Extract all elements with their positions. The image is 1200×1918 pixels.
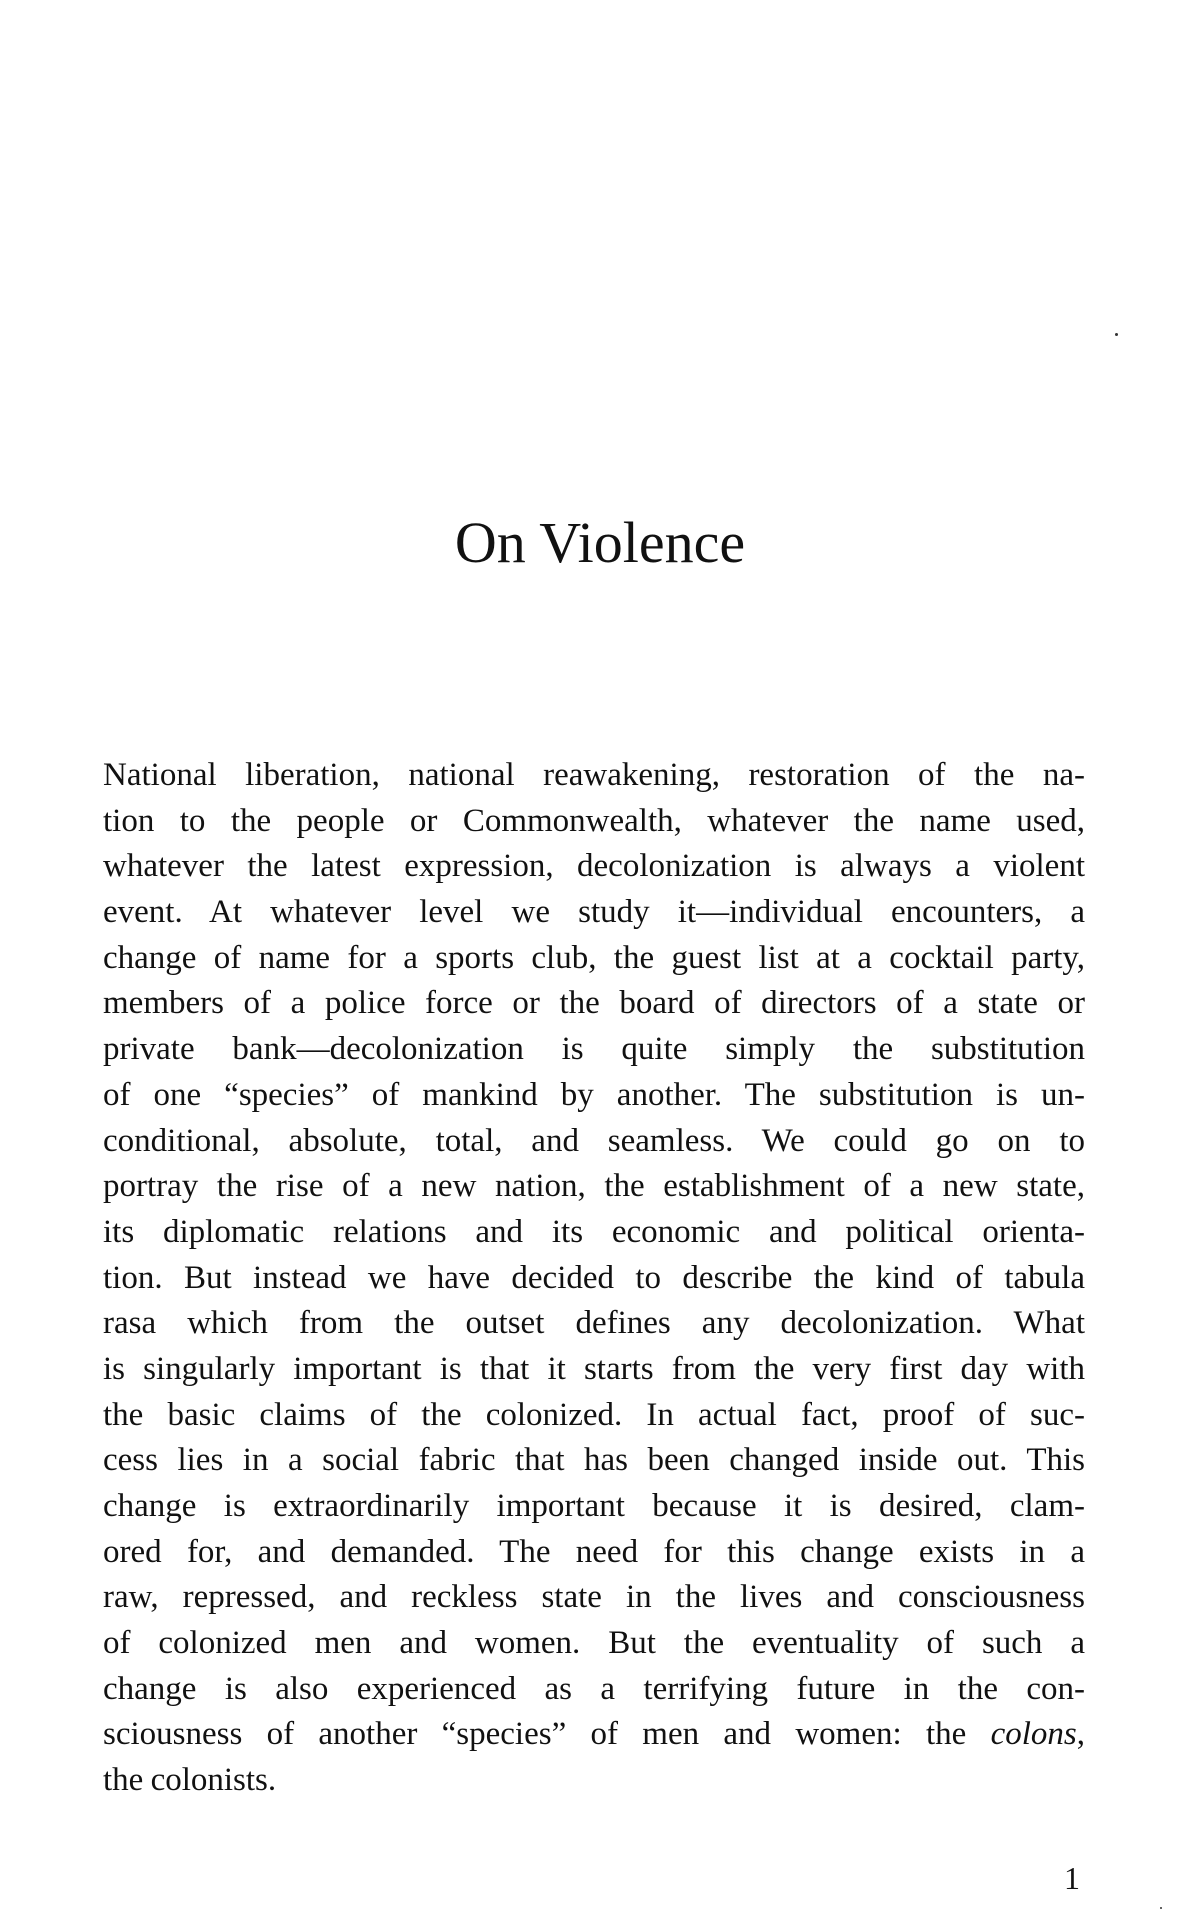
- text-line: cess lies in a social fabric that has been changed inside out. This: [103, 1442, 1085, 1479]
- text-line: ored for, and demanded. The need for this change exists in a: [103, 1533, 1085, 1570]
- text-line: change is also experienced as a terrifying future in the con-: [103, 1670, 1085, 1707]
- text-line: portray the rise of a new nation, the establishment of a new state,: [103, 1168, 1085, 1205]
- text-line: rasa which from the outset defines any decolonization. What: [103, 1305, 1085, 1342]
- text-line: National liberation, national reawakening, restoration of the na-: [103, 757, 1085, 793]
- text-line: its diplomatic relations and its economic and political orienta-: [103, 1213, 1085, 1250]
- chapter-title: On Violence: [454, 510, 746, 575]
- text-line: of colonized men and women. But the eventuality of such a: [103, 1625, 1085, 1662]
- text-line: conditional, absolute, total, and seamless. We could go on to: [103, 1122, 1085, 1159]
- italic-term: colons: [990, 1716, 1077, 1753]
- scan-speck: [1160, 1907, 1162, 1909]
- text-run: sciousness of another “species” of men and women: the: [103, 1716, 991, 1753]
- text-line: members of a police force or the board of directors of a state or: [103, 985, 1085, 1022]
- text-line: whatever the latest expression, decolonization is always a violent: [103, 848, 1085, 885]
- text-line: tion. But instead we have decided to describe the kind of tabula: [103, 1259, 1085, 1296]
- text-line: the basic claims of the colonized. In actual fact, proof of suc-: [103, 1396, 1085, 1433]
- body-paragraph: [103, 753, 1085, 1804]
- text-line: of one “species” of mankind by another. The substitution is un-: [103, 1076, 1085, 1113]
- text-run: ,: [1076, 1716, 1085, 1753]
- text-line: event. At whatever level we study it—individual encounters, a: [103, 894, 1085, 931]
- text-line: is singularly important is that it starts from the very first day with: [103, 1350, 1085, 1387]
- scan-speck: [1115, 333, 1118, 336]
- text-line: [103, 1712, 1085, 1758]
- text-line: raw, repressed, and reckless state in the lives and consciousness: [103, 1579, 1085, 1616]
- text-line: change of name for a sports club, the guest list at a cocktail party,: [103, 939, 1085, 976]
- page-number: 1: [1064, 1860, 1080, 1896]
- text-line: tion to the people or Commonwealth, whatever the name used,: [103, 802, 1085, 839]
- text-line: private bank—decolonization is quite simply the substitution: [103, 1031, 1085, 1068]
- text-line: the colonists.: [103, 1762, 277, 1799]
- text-line: change is extraordinarily important because it is desired, clam-: [103, 1488, 1085, 1524]
